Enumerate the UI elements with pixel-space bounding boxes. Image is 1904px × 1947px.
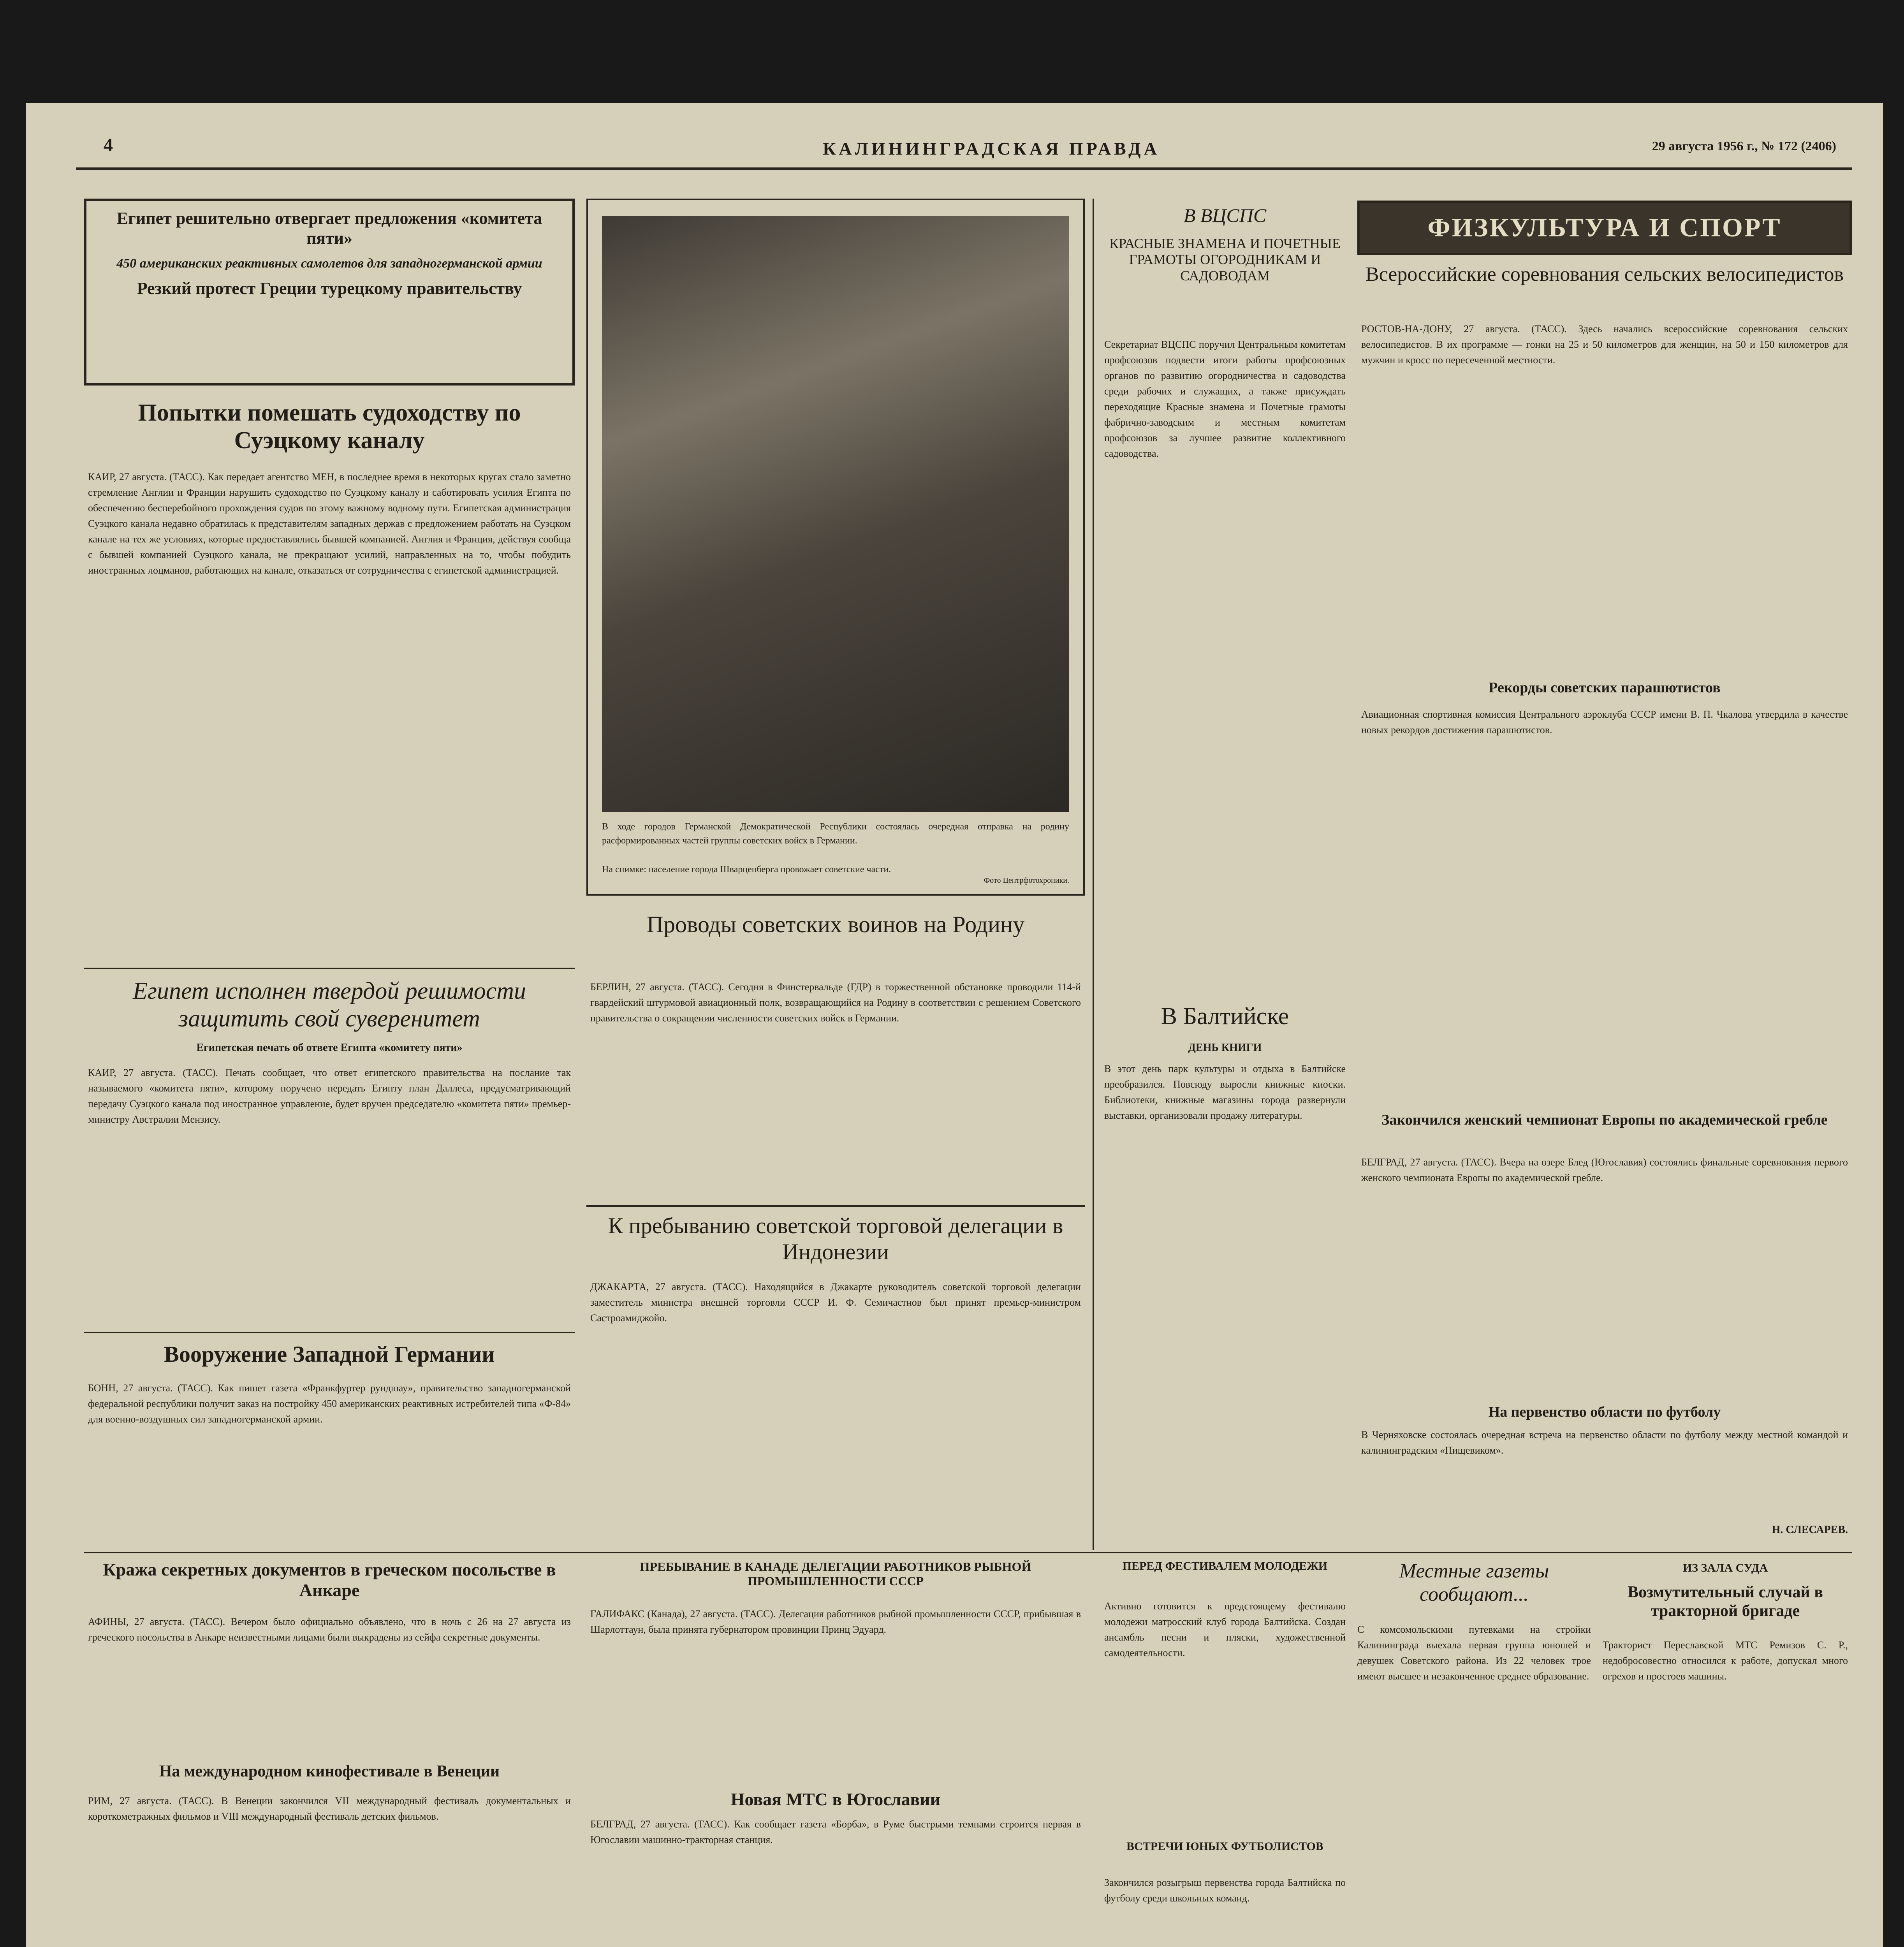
court-text: Тракторист Переславской МТС Ремизов С. Р., недобросовестно относился к работе, допускал много огрехов и простоев машины. bbox=[1603, 1639, 1851, 1682]
canada-text: ГАЛИФАКС (Канада), 27 августа. (ТАСС). Делегация работников рыбной промышленности СССР, прибывшая в Шарлоттаун, была принята губернатором провинции Принц Эдуард. bbox=[590, 1608, 1084, 1635]
mts-text: БЕЛГРАД, 27 августа. (ТАСС). Как сообщает газета «Борба», в Руме быстрыми темпами строится первая в Югославии машинно-тракторная станция. bbox=[590, 1818, 1084, 1845]
theft-title: Кража секретных документов в греческом посольстве в Анкаре bbox=[103, 1560, 556, 1600]
troops-text: БЕРЛИН, 27 августа. (ТАСС). Сегодня в Финстервальде (ГДР) в торжественной обстановке проводили 114-й гвардейский штурмовой авиационный полк, возвращающийся на Родину в соответствии с решением Советского правительства о сокращении численности советских войск в Германии. bbox=[590, 981, 1084, 1024]
divider bbox=[84, 968, 575, 969]
court-title: Возмутительный случай в тракторной бригаде bbox=[1628, 1583, 1823, 1620]
festival-title: ПЕРЕД ФЕСТИВАЛЕМ МОЛОДЕЖИ bbox=[1122, 1560, 1328, 1572]
region-football-sign: Н. СЛЕСАРЕВ. bbox=[1772, 1524, 1848, 1536]
rowing-title: Закончился женский чемпионат Европы по академической гребле bbox=[1381, 1112, 1828, 1128]
cycling-text: РОСТОВ-НА-ДОНУ, 27 августа. (ТАСС). Здесь начались всероссийские соревнования сельских велосипедистов. В их программе — гонки на 25 и 50 километров для женщин, на 50 и 150 километров для мужчин и кросс по пересеченной местности. bbox=[1361, 323, 1851, 366]
indonesia-title: К пребыванию советской торговой делегации в Индонезии bbox=[608, 1213, 1063, 1264]
egypt-headline-box bbox=[84, 199, 575, 386]
troops-title: Проводы советских воинов на Родину bbox=[646, 912, 1025, 937]
egypt-headline-3: Резкий протест Греции турецкому правительству bbox=[137, 279, 522, 298]
photo-caption: В ходе городов Германской Демократической Республики состоялась очередная отправка на родину расформированных частей группы советских войск в Германии. bbox=[602, 822, 1072, 846]
theft-text: АФИНЫ, 27 августа. (ТАСС). Вечером было официально объявлено, что в ночь с 26 на 27 августа из греческого посольства в Анкаре неизвестными лицами были выкрадены из сейфа секретные документы. bbox=[88, 1616, 574, 1643]
venice-text: РИМ, 27 августа. (ТАСС). В Венеции закончился VII международный фестиваль документальных и короткометражных фильмов и VIII международный фестиваль детских фильмов. bbox=[88, 1795, 574, 1822]
issue-date: 29 августа 1956 г., № 172 (2406) bbox=[1652, 139, 1836, 153]
local-news-title: Местные газеты сообщают... bbox=[1399, 1560, 1549, 1605]
newspaper-title: КАЛИНИНГРАДСКАЯ ПРАВДА bbox=[823, 139, 1160, 158]
football-text: Закончился розыгрыш первенства города Балтийска по футболу среди школьных команд. bbox=[1104, 1877, 1348, 1904]
masthead-rule bbox=[76, 167, 1852, 170]
west-germany-text: БОНН, 27 августа. (ТАСС). Как пишет газета «Франкфуртер рундшау», правительство западногерманской федеральной республики получит заказ на постройку 450 американских реактивных истребителей типа «Ф-84» для военно-воздушных сил западногерманской армии. bbox=[88, 1382, 574, 1425]
mts-title: Новая МТС в Югославии bbox=[730, 1789, 941, 1809]
newspaper-page bbox=[26, 103, 1883, 1947]
baltiysk-title: В Балтийске bbox=[1161, 1003, 1289, 1030]
sport-banner-title: ФИЗКУЛЬТУРА И СПОРТ bbox=[1427, 213, 1782, 242]
canada-title: ПРЕБЫВАНИЕ В КАНАДЕ ДЕЛЕГАЦИИ РАБОТНИКОВ РЫБНОЙ ПРОМЫШЛЕННОСТИ СССР bbox=[640, 1560, 1031, 1588]
vcsps-sub: КРАСНЫЕ ЗНАМЕНА И ПОЧЕТНЫЕ ГРАМОТЫ ОГОРОДНИКАМ И САДОВОДАМ bbox=[1109, 236, 1341, 283]
para-text: Авиационная спортивная комиссия Центрального аэроклуба СССР имени В. П. Чкалова утвердила в качестве новых рекордов достижения парашютистов. bbox=[1361, 709, 1851, 736]
suez-text: КАИР, 27 августа. (ТАСС). Как передает агентство МЕН, в последнее время в некоторых кругах стало заметно стремление Англии и Франции нарушить судоходство по Суэцкому каналу и саботировать усилия Египта по обеспечению бесперебойного прохождения судов по этому важному водному пути. Египетская администрация Суэцкого канала недавно обратилась к представителям западных держав с предложением работать на Суэцком канале на тех же условиях, которые предоставлялись бывшей компанией. Англия и Франция, действуя сообща с бывшей компанией Суэцкого канала, не прекращают усилий, направленных на то, чтобы побудить иностранных лоцманов, работающих на канале, отказаться от сотрудничества с египетской администрацией. bbox=[88, 471, 574, 576]
baltiysk-sub: ДЕНЬ КНИГИ bbox=[1188, 1042, 1262, 1054]
egypt-headline-2: 450 американских реактивных самолетов для западногерманской армии bbox=[116, 256, 542, 271]
egypt-firm-sub: Египетская печать об ответе Египта «комитету пяти» bbox=[196, 1042, 463, 1054]
para-title: Рекорды советских парашютистов bbox=[1489, 680, 1721, 696]
court-kicker: ИЗ ЗАЛА СУДА bbox=[1682, 1561, 1768, 1574]
football-title: ВСТРЕЧИ ЮНЫХ ФУТБОЛИСТОВ bbox=[1126, 1840, 1323, 1853]
venice-title: На международном кинофестивале в Венеции bbox=[159, 1762, 500, 1780]
festival-text: Активно готовится к предстоящему фестивалю молодежи матросский клуб города Балтийска. Создан ансамбль песни и пляски, художественной самодеятельности. bbox=[1104, 1600, 1348, 1658]
rowing-text: БЕЛГРАД, 27 августа. (ТАСС). Вчера на озере Блед (Югославия) состоялись финальные соревнования первого женского чемпионата Европы по академической гребле. bbox=[1361, 1157, 1851, 1183]
baltiysk-text: В этот день парк культуры и отдыха в Балтийске преобразился. Повсюду выросли книжные киоски. Библиотеки, книжные магазины города развернули выставки, организовали продажу литературы. bbox=[1104, 1063, 1348, 1121]
column-rule bbox=[1093, 199, 1094, 1550]
egypt-firm-title: Египет исполнен твердой решимости защитить свой суверенитет bbox=[132, 978, 526, 1032]
region-football-title: На первенство области по футболу bbox=[1488, 1404, 1721, 1420]
suez-title: Попытки помешать судоходству по Суэцкому каналу bbox=[138, 400, 521, 454]
ceremony-photo bbox=[602, 216, 1069, 812]
local-news-text: С комсомольскими путевками на стройки Калининграда выехала первая группа юношей и девушек Советского района. Из 22 человек трое имеют высшее и незаконченное среднее образование. bbox=[1357, 1624, 1594, 1682]
section-rule bbox=[586, 1552, 1852, 1553]
divider bbox=[586, 1205, 1085, 1207]
vcsps-text: Секретариат ВЦСПС поручил Центральным комитетам профсоюзов подвести итоги работы профсоюзных органов по развитию огородничества и садоводства среди рабочих и служащих, а также присуждать переходящие Красные знамена и Почетные грамоты фабрично-заводским и местным комитетам профсоюзов за лучшее развитие коллективного садоводства. bbox=[1104, 339, 1348, 459]
west-germany-title: Вооружение Западной Германии bbox=[164, 1341, 495, 1367]
cycling-title: Всероссийские соревнования сельских велосипедистов bbox=[1365, 263, 1844, 285]
divider bbox=[84, 1332, 575, 1333]
region-football-text: В Черняховске состоялась очередная встреча на первенство области по футболу между местной командой и калининградским «Пищевиком». bbox=[1361, 1429, 1851, 1456]
photo-credit: Фото Центрфотохроники. bbox=[984, 876, 1069, 885]
photo-subcaption: На снимке: население города Шварценберга провожает советские части. bbox=[602, 864, 891, 875]
page-number: 4 bbox=[104, 135, 113, 155]
egypt-firm-text: КАИР, 27 августа. (ТАСС). Печать сообщает, что ответ египетского правительства на послание так называемого «комитета пяти», которому поручено передать Египту план Даллеса, предусматривающий передачу Суэцкого канала под иностранное управление, будет вручен председателю «комитета пяти» премьер-министру Австралии Мензису. bbox=[88, 1067, 574, 1125]
indonesia-text: ДЖАКАРТА, 27 августа. (ТАСС). Находящийся в Джакарте руководитель советской торговой делегации заместитель министра внешней торговли СССР И. Ф. Семичастнов был принят премьер-министром Састроамиджойо. bbox=[590, 1281, 1084, 1324]
egypt-headline-1: Египет решительно отвергает предложения «комитета пяти» bbox=[116, 209, 542, 248]
vcsps-title: В ВЦСПС bbox=[1183, 204, 1267, 226]
